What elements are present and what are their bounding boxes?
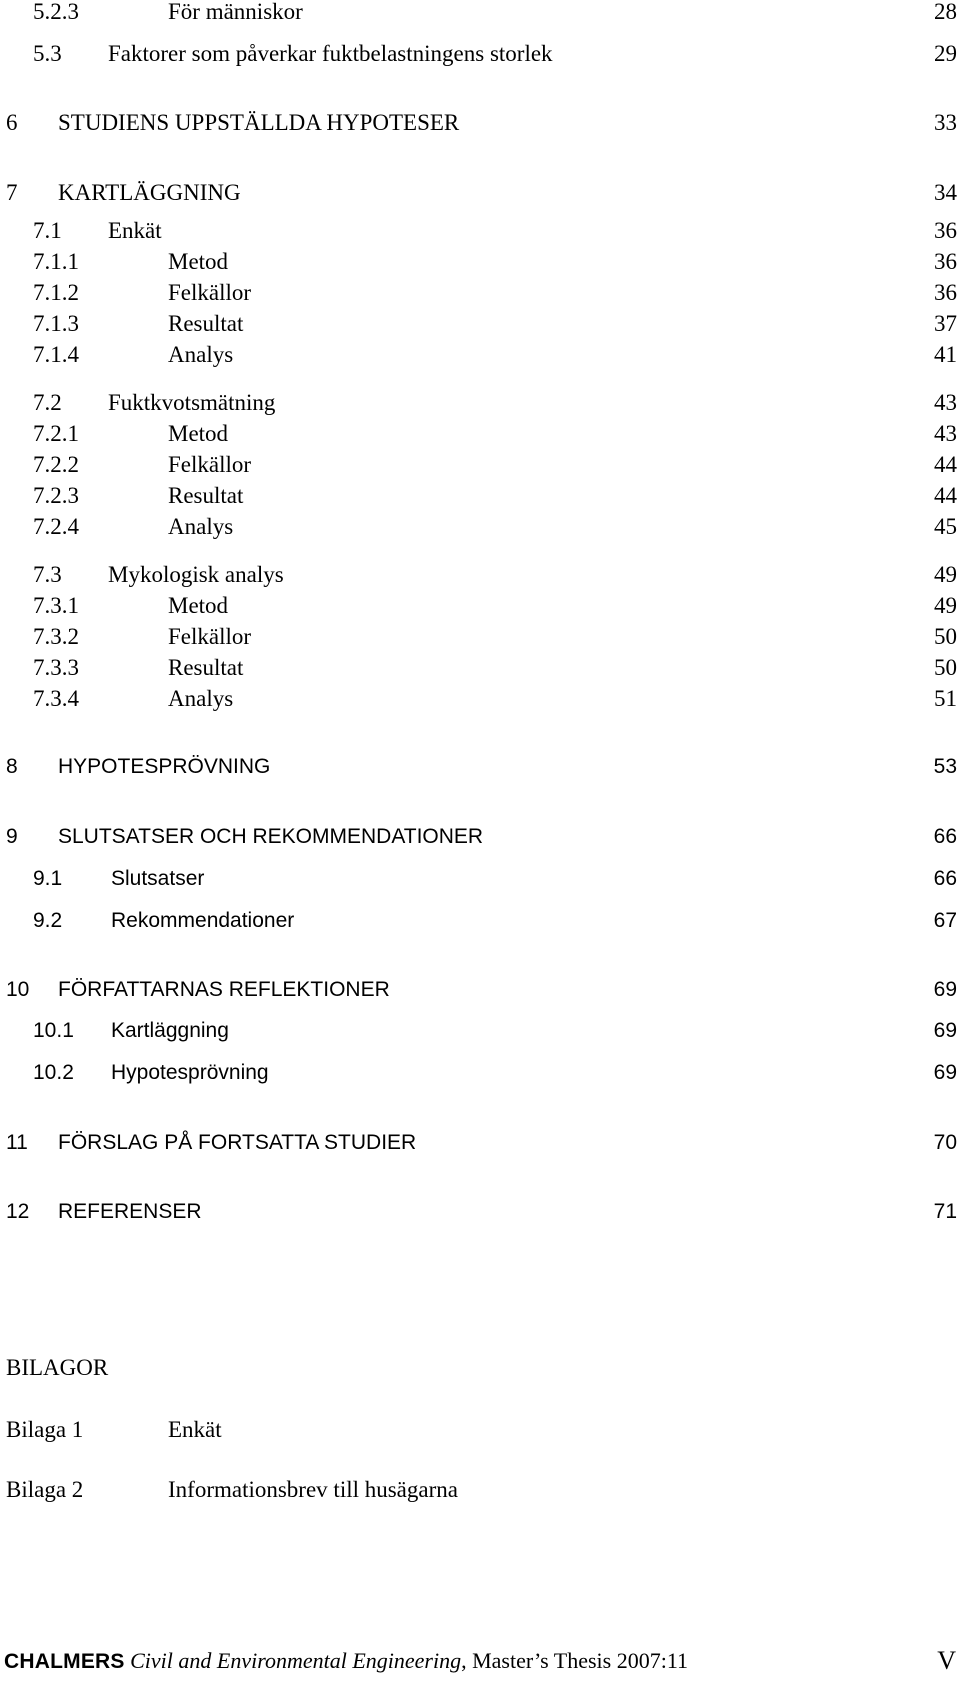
toc-title: Mykologisk analys <box>108 562 284 587</box>
toc-page: 34 <box>934 180 957 205</box>
toc-title: Felkällor <box>168 624 252 649</box>
toc-title: SLUTSATSER OCH REKOMMENDATIONER <box>58 825 484 848</box>
toc-entry <box>0 1057 960 1089</box>
toc-page: 37 <box>934 311 957 336</box>
toc-page: 66 <box>933 867 957 890</box>
toc-page: 43 <box>934 421 957 446</box>
toc-number: 10.1 <box>33 1019 74 1042</box>
toc-title: Kartläggning <box>111 1019 229 1042</box>
toc-page: 50 <box>934 624 957 649</box>
toc-entry <box>0 0 960 28</box>
toc-entry <box>0 308 960 340</box>
appendix-label: Bilaga 2 <box>6 1477 84 1502</box>
toc-number: 8 <box>6 755 18 778</box>
toc-title: Metod <box>168 421 229 446</box>
toc-page: 43 <box>934 390 957 415</box>
toc-entry <box>0 38 960 70</box>
toc-entry <box>0 387 960 419</box>
toc-title: FÖRFATTARNAS REFLEKTIONER <box>58 978 390 1001</box>
footer-page-number: V <box>937 1646 956 1675</box>
toc-chapter <box>0 1196 960 1228</box>
toc-page: 36 <box>934 218 957 243</box>
toc-number: 9.2 <box>33 909 63 932</box>
toc-title: REFERENSER <box>58 1200 202 1223</box>
toc-title: Resultat <box>168 311 244 336</box>
toc-chapter <box>0 107 960 139</box>
toc-number: 5.3 <box>33 41 62 66</box>
toc-page: 49 <box>934 562 957 587</box>
toc-entry <box>0 418 960 450</box>
footer-brand: CHALMERS <box>4 1650 125 1673</box>
toc-page: 50 <box>934 655 957 680</box>
toc-number: 9.1 <box>33 867 63 890</box>
toc-number: 7.3.2 <box>33 624 79 649</box>
toc-number: 7 <box>6 180 18 205</box>
toc-number: 10 <box>6 978 30 1001</box>
toc-number: 7.1.4 <box>33 342 79 367</box>
toc-title: KARTLÄGGNING <box>58 180 241 205</box>
toc-entry <box>0 652 960 684</box>
toc-number: 7.1 <box>33 218 62 243</box>
toc-number: 7.1.2 <box>33 280 79 305</box>
toc-title: Fuktkvotsmätning <box>108 390 276 415</box>
toc-title: Analys <box>168 686 234 711</box>
toc-entry <box>0 863 960 895</box>
toc-title: Resultat <box>168 655 244 680</box>
toc-page: 70 <box>933 1131 957 1154</box>
toc-page: 69 <box>933 1019 957 1042</box>
footer-thesis: , Master’s Thesis 2007:11 <box>461 1648 688 1673</box>
page-footer <box>4 1644 956 1678</box>
toc-number: 5.2.3 <box>33 0 79 24</box>
toc-number: 12 <box>6 1200 30 1223</box>
toc-page: 41 <box>934 342 957 367</box>
toc-title: Slutsatser <box>111 867 205 890</box>
toc-page: 44 <box>934 452 957 477</box>
toc-page: 45 <box>934 514 957 539</box>
toc-chapter <box>0 1127 960 1159</box>
toc-title: För människor <box>168 0 303 24</box>
toc-entry <box>0 449 960 481</box>
footer-department: Civil and Environmental Engineering <box>130 1648 462 1673</box>
toc-title: Metod <box>168 249 229 274</box>
toc-entry <box>0 621 960 653</box>
toc-title: Felkällor <box>168 280 252 305</box>
toc-title: Enkät <box>108 218 162 243</box>
toc-entry <box>0 590 960 622</box>
toc-entry <box>0 1015 960 1047</box>
toc-chapter <box>0 177 960 209</box>
appendix-label: Bilaga 1 <box>6 1417 84 1442</box>
toc-number: 7.2.4 <box>33 514 79 539</box>
toc-number: 7.1.3 <box>33 311 79 336</box>
toc-number: 11 <box>6 1131 28 1154</box>
toc-title: Analys <box>168 342 234 367</box>
appendix-title: Enkät <box>168 1417 222 1442</box>
toc-number: 7.3.3 <box>33 655 79 680</box>
toc-page: 67 <box>933 909 957 932</box>
toc-title: STUDIENS UPPSTÄLLDA HYPOTESER <box>58 110 460 135</box>
toc-number: 10.2 <box>33 1061 74 1084</box>
toc-page: 69 <box>933 978 957 1001</box>
toc-number: 7.3 <box>33 562 62 587</box>
toc-title: Felkällor <box>168 452 252 477</box>
toc-page: 69 <box>933 1061 957 1084</box>
appendices-heading: BILAGOR <box>6 1355 109 1380</box>
toc-page: 33 <box>934 110 957 135</box>
toc-page: 71 <box>933 1200 957 1223</box>
toc-entry <box>0 246 960 278</box>
toc-number: 7.3.4 <box>33 686 79 711</box>
toc-title: Metod <box>168 593 229 618</box>
toc-page: 53 <box>933 755 957 778</box>
toc-entry <box>0 683 960 715</box>
toc-title: Analys <box>168 514 234 539</box>
toc-chapter <box>0 751 960 783</box>
toc-entry <box>0 905 960 937</box>
appendix-title: Informationsbrev till husägarna <box>168 1477 458 1502</box>
toc-page: 28 <box>934 0 957 24</box>
toc-number: 7.2.3 <box>33 483 79 508</box>
toc-page: 66 <box>933 825 957 848</box>
toc-entry <box>0 277 960 309</box>
toc-title: Hypotesprövning <box>111 1061 269 1084</box>
toc-chapter <box>0 821 960 853</box>
toc-page: 36 <box>934 280 957 305</box>
toc-number: 7.1.1 <box>33 249 79 274</box>
toc-number: 6 <box>6 110 18 135</box>
toc-entry <box>0 511 960 543</box>
toc-entry <box>0 215 960 247</box>
toc-number: 7.2.1 <box>33 421 79 446</box>
toc-number: 7.2.2 <box>33 452 79 477</box>
toc-number: 9 <box>6 825 18 848</box>
toc-chapter <box>0 974 960 1006</box>
toc-page: 49 <box>934 593 957 618</box>
toc-number: 7.2 <box>33 390 62 415</box>
toc-title: Resultat <box>168 483 244 508</box>
toc-page: 44 <box>934 483 957 508</box>
toc-entry <box>0 339 960 371</box>
toc-page: 29 <box>934 41 957 66</box>
toc-entry <box>0 480 960 512</box>
toc-title: HYPOTESPRÖVNING <box>58 755 271 778</box>
toc-number: 7.3.1 <box>33 593 79 618</box>
toc-page: 36 <box>934 249 957 274</box>
toc-page: 51 <box>934 686 957 711</box>
toc-title: FÖRSLAG PÅ FORTSATTA STUDIER <box>58 1131 417 1154</box>
toc-title: Faktorer som påverkar fuktbelastningens storlek <box>108 41 553 66</box>
toc-entry <box>0 559 960 591</box>
toc-title: Rekommendationer <box>111 909 295 932</box>
